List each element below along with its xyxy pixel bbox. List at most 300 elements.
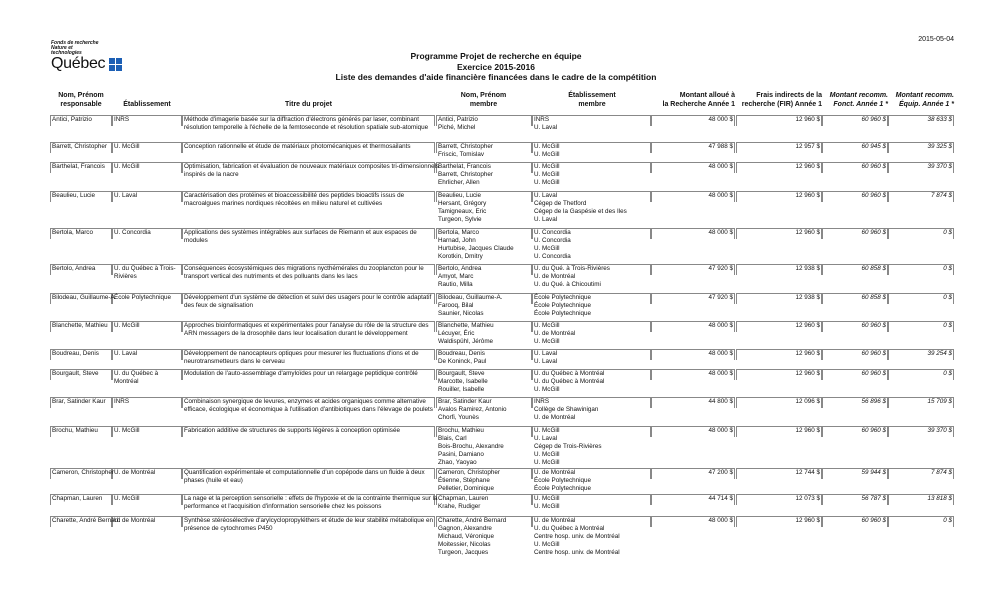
cell-etab (114, 143, 180, 151)
cell-etab-line: U. Concordia (114, 229, 151, 236)
col-header-montant: Montant alloué à la Recherche Année 1 (662, 92, 735, 108)
cell-frais: 12 960 $ (795, 229, 820, 236)
cell-membres-line: Rautio, Milla (438, 281, 473, 288)
cell-frais: 12 960 $ (795, 322, 820, 329)
cell-membres-line: Barrett, Christopher (438, 143, 493, 150)
cell-membres (438, 398, 530, 422)
cell-nom-line: Boudreau, Denis (52, 350, 99, 357)
cell-titre-line: présence de cytochromes P450 (184, 525, 273, 532)
cell-etab-line: U. Laval (114, 350, 138, 357)
cell-membres-line: Étienne, Stéphane (438, 477, 490, 484)
cell-fonct: 60 858 $ (861, 294, 886, 301)
cell-fonct: 60 960 $ (861, 322, 886, 329)
cell-fonct: 60 960 $ (861, 370, 886, 377)
cell-membres (438, 495, 530, 511)
cell-membres (438, 322, 530, 346)
title-line-1: Programme Projet de recherche en équipe (410, 51, 582, 61)
cell-membres-line: Bertolo, Andrea (438, 265, 482, 272)
logo-line-2: Nature et (51, 45, 73, 51)
cell-membres-line: Blais, Carl (438, 435, 467, 442)
cell-etab-membres-line: U. McGill (534, 245, 560, 252)
cell-membres-line: Michaud, Véronique (438, 533, 495, 540)
cell-montant: 44 714 $ (708, 495, 733, 502)
cell-membres-line: Turgeon, Jacques (438, 549, 489, 556)
cell-membres-line: Tamigneaux, Eric (438, 208, 487, 215)
cell-titre-line: Modulation de l'auto-assemblage d'amyloïdes pour un relargage peptidique contrôlé (184, 370, 418, 377)
cell-membres-line: Friscic, Tomislav (438, 151, 485, 158)
cell-etab-membres-line: U. McGill (534, 541, 560, 548)
cell-membres (438, 229, 530, 261)
cell-frais: 12 096 $ (795, 398, 820, 405)
cell-membres-line: Turgeon, Sylvie (438, 216, 482, 223)
cell-etab-line: Montréal (114, 378, 139, 385)
title-line-2: Exercice 2015-2016 (457, 61, 535, 72)
cell-titre-line: Méthode d'imagerie basée sur la diffraction d'électrons générés par laser, combinant (184, 116, 420, 123)
cell-titre (184, 495, 438, 511)
cell-etab-membres (534, 143, 649, 159)
cell-montant: 47 920 $ (708, 294, 733, 301)
cell-frais: 12 957 $ (795, 143, 820, 150)
cell-etab-line: U. McGill (114, 143, 140, 150)
cell-frais: 12 960 $ (795, 517, 820, 524)
cell-titre-line: des feux de signalisation (184, 302, 253, 309)
cell-titre (184, 192, 433, 208)
cell-membres-line: Charette, André Bernard (438, 517, 507, 524)
col-header-etablissement: Établissement (123, 101, 171, 108)
cell-etab-line: U. du Québec à (114, 370, 159, 377)
cell-etab-membres-line: U. Concordia (534, 253, 571, 260)
cell-etab-membres-line: U. Concordia (534, 229, 571, 236)
cell-nom (52, 370, 110, 378)
document-title-block (0, 51, 992, 83)
cell-etab-membres (534, 370, 649, 394)
col-header-frais: Frais indirects de la recherche (FIR) Année 1 (741, 92, 822, 108)
cell-etab (114, 517, 180, 525)
cell-equip: 0 $ (943, 370, 952, 377)
cell-titre-line: performance et l'acquisition d'information sensorielle chez les poissons (184, 503, 382, 510)
cell-etab (114, 495, 180, 503)
cell-etab-membres (534, 294, 649, 318)
cell-etab-membres (534, 350, 649, 366)
cell-etab-membres-line: U. du Qué. à Trois-Rivières (534, 265, 610, 272)
cell-etab-membres-line: École Polytechnique (534, 310, 592, 317)
cell-etab-membres (534, 427, 649, 467)
cell-membres-line: Piché, Michel (438, 124, 476, 131)
cell-equip: 0 $ (943, 229, 952, 236)
cell-membres-line: Krahe, Rudiger (438, 503, 481, 510)
cell-membres (438, 116, 530, 132)
cell-nom (52, 350, 110, 358)
cell-fonct: 60 960 $ (861, 517, 886, 524)
cell-nom (52, 116, 110, 124)
cell-titre (184, 350, 433, 366)
cell-etab-line: INRS (114, 116, 130, 123)
cell-etab-membres-line: U. McGill (534, 151, 560, 158)
cell-etab-line: Rivières (114, 273, 137, 280)
cell-etab-line: INRS (114, 398, 130, 405)
cell-etab-membres-line: U. McGill (534, 322, 560, 329)
cell-titre (184, 163, 440, 179)
cell-etab-membres-line: U. Laval (534, 192, 558, 199)
cell-titre-line: inspirés de la nacre (184, 171, 239, 178)
cell-etab-membres-line: U. du Québec à Montréal (534, 378, 605, 385)
cell-equip: 0 $ (943, 265, 952, 272)
cell-titre (184, 265, 433, 281)
cell-membres-line: Hurtubise, Jacques Claude (438, 245, 514, 252)
col-header-titre: Titre du projet (285, 101, 332, 108)
cell-frais: 12 960 $ (795, 163, 820, 170)
cell-frais: 12 938 $ (795, 265, 820, 272)
cell-montant: 47 200 $ (708, 469, 733, 476)
cell-etab-membres-line: U. de Montréal (534, 273, 576, 280)
cell-etab-membres (534, 116, 649, 132)
cell-membres-line: Marcotte, Isabelle (438, 378, 488, 385)
cell-frais: 12 960 $ (795, 116, 820, 123)
cell-titre-line: Fabrication additive de structures de supports légères à conception optimisée (184, 427, 400, 434)
cell-membres-line: Harnad, John (438, 237, 476, 244)
cell-titre (184, 294, 433, 310)
cell-titre (184, 229, 433, 245)
cell-membres-line: Boudreau, Denis (438, 350, 485, 357)
cell-etab (114, 322, 180, 330)
cell-titre-line: Combinaison synergique de levures, enzymes et acides organiques comme alternative (184, 398, 426, 405)
cell-nom (52, 265, 110, 273)
cell-fonct: 56 787 $ (861, 495, 886, 502)
cell-titre-line: Synthèse stéréosélective d'arylcyclopropyléthers et étude de leur stabilité métabolique en (184, 517, 434, 524)
cell-titre-line: phases (huile et eau) (184, 477, 243, 484)
cell-equip: 15 709 $ (927, 398, 952, 405)
cell-nom (52, 495, 110, 503)
cell-membres-line: Blanchette, Mathieu (438, 322, 494, 329)
cell-etab-membres-line: U. de Montréal (534, 414, 576, 421)
cell-etab-membres-line: Centre hosp. univ. de Montréal (534, 549, 620, 556)
cell-membres-line: Saunier, Nicolas (438, 310, 484, 317)
cell-titre-line: modules (184, 237, 208, 244)
cell-nom-line: Bertolo, Andrea (52, 265, 96, 272)
cell-montant: 44 800 $ (708, 398, 733, 405)
cell-montant: 48 000 $ (708, 322, 733, 329)
cell-montant: 48 000 $ (708, 163, 733, 170)
cell-nom-line: Brar, Satinder Kaur (52, 398, 106, 405)
cell-frais: 12 073 $ (795, 495, 820, 502)
cell-membres-line: Chorfi, Younès (438, 414, 479, 421)
cell-etab-membres (534, 398, 649, 422)
cell-etab-membres-line: Centre hosp. univ. de Montréal (534, 533, 620, 540)
cell-etab-membres-line: Cégep de la Gaspésie et des Iles (534, 208, 627, 215)
cell-titre-line: macroalgues marines nordiques récoltées en milieu naturel et cultivées (184, 200, 383, 207)
logo-line-1: Fonds de recherche (51, 40, 99, 46)
cell-etab (114, 229, 180, 237)
cell-etab-membres-line: U. McGill (534, 386, 560, 393)
cell-nom-line: Bilodeau, Guillaume-A. (52, 294, 117, 301)
report-date: 2015-05-04 (918, 36, 954, 43)
cell-etab-membres-line: U. Laval (534, 358, 558, 365)
cell-equip: 0 $ (943, 294, 952, 301)
cell-membres-line: Cameron, Christopher (438, 469, 500, 476)
cell-etab-membres-line: U. du Québec à Montréal (534, 370, 605, 377)
cell-membres (438, 294, 530, 318)
col-header-etab-membre: Établissement membre (568, 92, 616, 108)
cell-etab-line: U. du Québec à Trois- (114, 265, 176, 272)
cell-membres (438, 469, 530, 493)
cell-frais: 12 744 $ (795, 469, 820, 476)
cell-nom (52, 469, 114, 477)
cell-fonct: 60 858 $ (861, 265, 886, 272)
cell-frais: 12 938 $ (795, 294, 820, 301)
cell-titre (184, 398, 433, 414)
cell-membres-line: Barrett, Christopher (438, 171, 493, 178)
cell-etab-membres (534, 265, 649, 289)
logo-line-3: technologies (51, 50, 82, 56)
cell-titre-line: La nage et la perception sensorielle : effets de l'hypoxie et de la contrainte thermique sur la (184, 495, 438, 502)
cell-nom (52, 192, 110, 200)
cell-nom-line: Bourgault, Steve (52, 370, 99, 377)
cell-montant: 48 000 $ (708, 192, 733, 199)
cell-titre-line: Quantification expérimentale et computationnelle d'un copépode dans un fluide à deux (184, 469, 425, 476)
cell-etab (114, 469, 180, 477)
cell-etab (114, 116, 180, 124)
cell-etab-membres-line: U. de Montréal (534, 469, 576, 476)
cell-etab-membres-line: U. McGill (534, 171, 560, 178)
cell-nom-line: Brochu, Mathieu (52, 427, 98, 434)
cell-membres-line: Farooq, Bilal (438, 302, 474, 309)
cell-membres-line: Antici, Patrizio (438, 116, 478, 123)
cell-frais: 12 960 $ (795, 192, 820, 199)
cell-membres-line: Bertola, Marco (438, 229, 479, 236)
cell-fonct: 60 960 $ (861, 192, 886, 199)
cell-etab-line: U. de Montréal (114, 517, 156, 524)
cell-etab-membres-line: École Polytechnique (534, 485, 592, 492)
cell-membres-line: Bourgault, Steve (438, 370, 485, 377)
cell-membres-line: Brochu, Mathieu (438, 427, 484, 434)
cell-membres-line: Bois-Brochu, Alexandre (438, 443, 504, 450)
cell-etab-line: U. de Montréal (114, 469, 156, 476)
cell-montant: 48 000 $ (708, 229, 733, 236)
cell-membres (438, 265, 530, 289)
cell-etab-membres-line: U. McGill (534, 427, 560, 434)
col-header-fonct: Montant recomm. Fonct. Année 1 * (829, 92, 888, 108)
col-header-equip: Montant recomm. Équip. Année 1 * (895, 92, 954, 108)
cell-etab-membres-line: U. du Québec à Montréal (534, 525, 605, 532)
cell-nom (52, 398, 110, 406)
col-header-responsable: Nom, Prénom responsable (58, 92, 104, 108)
cell-nom-line: Blanchette, Mathieu (52, 322, 108, 329)
cell-titre-line: Développement de nanocapteurs optiques pour mesurer les fluctuations d'ions et de (184, 350, 419, 357)
cell-titre (184, 517, 433, 533)
cell-etab-line: U. McGill (114, 322, 140, 329)
cell-titre-line: résolution temporelle à l'échelle de la femtoseconde et résolution spatiale sub-atomique (184, 124, 429, 131)
cell-membres-line: Lécuyer, Éric (438, 330, 475, 337)
cell-etab (114, 294, 180, 302)
cell-titre (184, 370, 433, 378)
cell-etab-membres-line: U. Concordia (534, 237, 571, 244)
cell-etab-membres-line: INRS (534, 116, 550, 123)
cell-montant: 48 000 $ (708, 517, 733, 524)
cell-fonct: 59 944 $ (861, 469, 886, 476)
cell-membres (438, 143, 530, 159)
cell-membres-line: Amyot, Marc (438, 273, 474, 280)
cell-equip: 39 254 $ (927, 350, 952, 357)
cell-etab-membres-line: U. de Montréal (534, 517, 576, 524)
cell-fonct: 60 960 $ (861, 116, 886, 123)
cell-membres (438, 163, 530, 187)
cell-titre-line: neurotransmetteurs dans le cerveau (184, 358, 285, 365)
cell-etab-membres (534, 192, 649, 224)
cell-membres (438, 350, 530, 366)
cell-etab-membres (534, 469, 649, 493)
cell-membres-line: Chapman, Lauren (438, 495, 489, 502)
cell-membres-line: Barthelat, Francois (438, 163, 491, 170)
cell-etab (114, 427, 180, 435)
cell-membres-line: Zhao, Yaoyao (438, 459, 477, 466)
cell-etab-membres-line: École Polytechnique (534, 477, 592, 484)
cell-equip: 13 818 $ (927, 495, 952, 502)
cell-membres-line: Hersant, Grégory (438, 200, 487, 207)
cell-titre-line: Caractérisation des protéines et bioaccessibilité des peptides bioactifs issus de (184, 192, 405, 199)
cell-etab (114, 370, 180, 386)
cell-titre-line: transport vertical des nutriments et des polluants dans les lacs (184, 273, 358, 280)
cell-etab-membres-line: U. McGill (534, 143, 560, 150)
cell-etab-membres-line: U. du Qué. à Chicoutimi (534, 281, 601, 288)
cell-etab-membres-line: Cégep de Thetford (534, 200, 587, 207)
cell-membres-line: Brar, Satinder Kaur (438, 398, 492, 405)
cell-nom (52, 229, 110, 237)
cell-etab-membres (534, 163, 649, 187)
cell-nom (52, 427, 110, 435)
cell-titre-line: Développement d'un système de détection et suivi des usagers pour le contrôle adaptatif (184, 294, 432, 301)
cell-montant: 48 000 $ (708, 350, 733, 357)
cell-nom-line: Barthelat, Francois (52, 163, 105, 170)
cell-etab-membres-line: U. de Montréal (534, 330, 576, 337)
cell-etab (114, 192, 180, 200)
cell-etab-membres-line: U. McGill (534, 179, 560, 186)
cell-etab-membres-line: U. Laval (534, 435, 558, 442)
cell-fonct: 60 945 $ (861, 143, 886, 150)
cell-fonct: 56 896 $ (861, 398, 886, 405)
cell-nom (52, 294, 117, 302)
cell-nom (52, 517, 121, 525)
cell-montant: 48 000 $ (708, 370, 733, 377)
cell-equip: 39 370 $ (927, 163, 952, 170)
cell-nom-line: Cameron, Christopher (52, 469, 114, 476)
cell-titre-line: Optimisation, fabrication et évaluation de nouveaux matériaux composites tri-dimensionnels (184, 163, 440, 170)
cell-etab-line: U. McGill (114, 495, 140, 502)
cell-montant: 47 920 $ (708, 265, 733, 272)
cell-montant: 48 000 $ (708, 116, 733, 123)
cell-titre-line: efficace, écologique et économique à l'utilisation d'antibiotiques dans l'élevage de poulets (184, 406, 433, 413)
cell-etab-membres-line: U. Laval (534, 350, 558, 357)
cell-fonct: 60 960 $ (861, 427, 886, 434)
cell-fonct: 60 960 $ (861, 350, 886, 357)
cell-etab (114, 163, 180, 171)
cell-equip: 7 874 $ (930, 192, 952, 199)
cell-membres-line: Rouiller, Isabelle (438, 386, 485, 393)
cell-etab (114, 350, 180, 358)
cell-membres-line: Pasini, Damiano (438, 451, 484, 458)
cell-etab-membres-line: U. McGill (534, 503, 560, 510)
cell-titre-line: Approches bioinformatiques et expérimentales pour l'analyse du rôle de la structure des (184, 322, 429, 329)
cell-membres-line: Avalos Ramirez, Antonio (438, 406, 507, 413)
cell-etab-line: U. Laval (114, 192, 138, 199)
cell-etab-membres-line: U. McGill (534, 338, 560, 345)
logo-quebec-text: Québec (51, 55, 106, 72)
cell-membres-line: De Koninck, Paul (438, 358, 487, 365)
cell-membres-line: Moitessier, Nicolas (438, 541, 491, 548)
cell-nom-line: Bertola, Marco (52, 229, 93, 236)
cell-nom-line: Charette, André Bernard (52, 517, 121, 524)
cell-membres-line: Pelletier, Dominique (438, 485, 495, 492)
cell-nom-line: Beaulieu, Lucie (52, 192, 96, 199)
cell-nom (52, 143, 110, 151)
cell-equip: 39 325 $ (927, 143, 952, 150)
cell-equip: 0 $ (943, 322, 952, 329)
cell-titre-line: Conception rationnelle et étude de matériaux photomécaniques et thermosailants (184, 143, 411, 150)
cell-titre (184, 427, 433, 435)
cell-titre (184, 116, 433, 132)
title-line-3: Liste des demandes d'aide financière financées dans le cadre de la compétition (335, 72, 657, 82)
cell-titre-line: Applications des systèmes intégrables aux surfaces de Riemann et aux espaces de (184, 229, 417, 236)
cell-membres (438, 370, 530, 394)
cell-etab-membres-line: INRS (534, 398, 550, 405)
cell-membres-line: Bilodeau, Guillaume-A. (438, 294, 503, 301)
cell-membres (438, 517, 530, 557)
cell-titre (184, 469, 433, 485)
cell-etab-line: U. McGill (114, 427, 140, 434)
cell-titre (184, 322, 433, 338)
cell-etab-membres (534, 495, 649, 511)
cell-etab-membres (534, 517, 649, 557)
cell-etab (114, 398, 180, 406)
cell-etab-line: École Polytechnique (114, 294, 172, 301)
cell-equip: 0 $ (943, 517, 952, 524)
cell-fonct: 60 960 $ (861, 163, 886, 170)
cell-frais: 12 960 $ (795, 350, 820, 357)
cell-montant: 48 000 $ (708, 427, 733, 434)
cell-etab-membres-line: Cégep de Trois-Rivières (534, 443, 602, 450)
cell-etab-line: U. McGill (114, 163, 140, 170)
cell-etab-membres-line: U. McGill (534, 451, 560, 458)
cell-titre-line: Conséquences écosystémiques des migrations nycthémérales du zooplancton pour le (184, 265, 424, 272)
cell-etab-membres (534, 322, 649, 346)
cell-titre (184, 143, 433, 151)
cell-fonct: 60 960 $ (861, 229, 886, 236)
cell-membres-line: Ehrlicher, Allen (438, 179, 480, 186)
cell-nom (52, 163, 110, 171)
cell-frais: 12 960 $ (795, 427, 820, 434)
col-header-membre: Nom, Prénom membre (460, 92, 507, 108)
cell-etab (114, 265, 180, 281)
cell-nom (52, 322, 110, 330)
cell-montant: 47 988 $ (708, 143, 733, 150)
cell-membres-line: Gagnon, Alexandre (438, 525, 492, 532)
cell-membres (438, 192, 530, 224)
cell-nom-line: Antici, Patrizio (52, 116, 92, 123)
cell-equip: 39 370 $ (927, 427, 952, 434)
cell-etab-membres-line: Collège de Shawinigan (534, 406, 599, 413)
cell-etab-membres-line: École Polytechnique (534, 294, 592, 301)
cell-membres-line: Beaulieu, Lucie (438, 192, 482, 199)
cell-frais: 12 960 $ (795, 370, 820, 377)
cell-equip: 7 874 $ (930, 469, 952, 476)
cell-nom-line: Chapman, Lauren (52, 495, 103, 502)
cell-membres-line: Korotkin, Dmitry (438, 253, 483, 260)
cell-etab-membres-line: École Polytechnique (534, 302, 592, 309)
cell-etab-membres-line: U. McGill (534, 495, 560, 502)
cell-titre-line: ARN messagers de la drosophile dans leur localisation durant le développement (184, 330, 408, 337)
cell-nom-line: Barrett, Christopher (52, 143, 107, 150)
cell-etab-membres-line: U. Laval (534, 216, 558, 223)
cell-equip: 38 633 $ (927, 116, 952, 123)
